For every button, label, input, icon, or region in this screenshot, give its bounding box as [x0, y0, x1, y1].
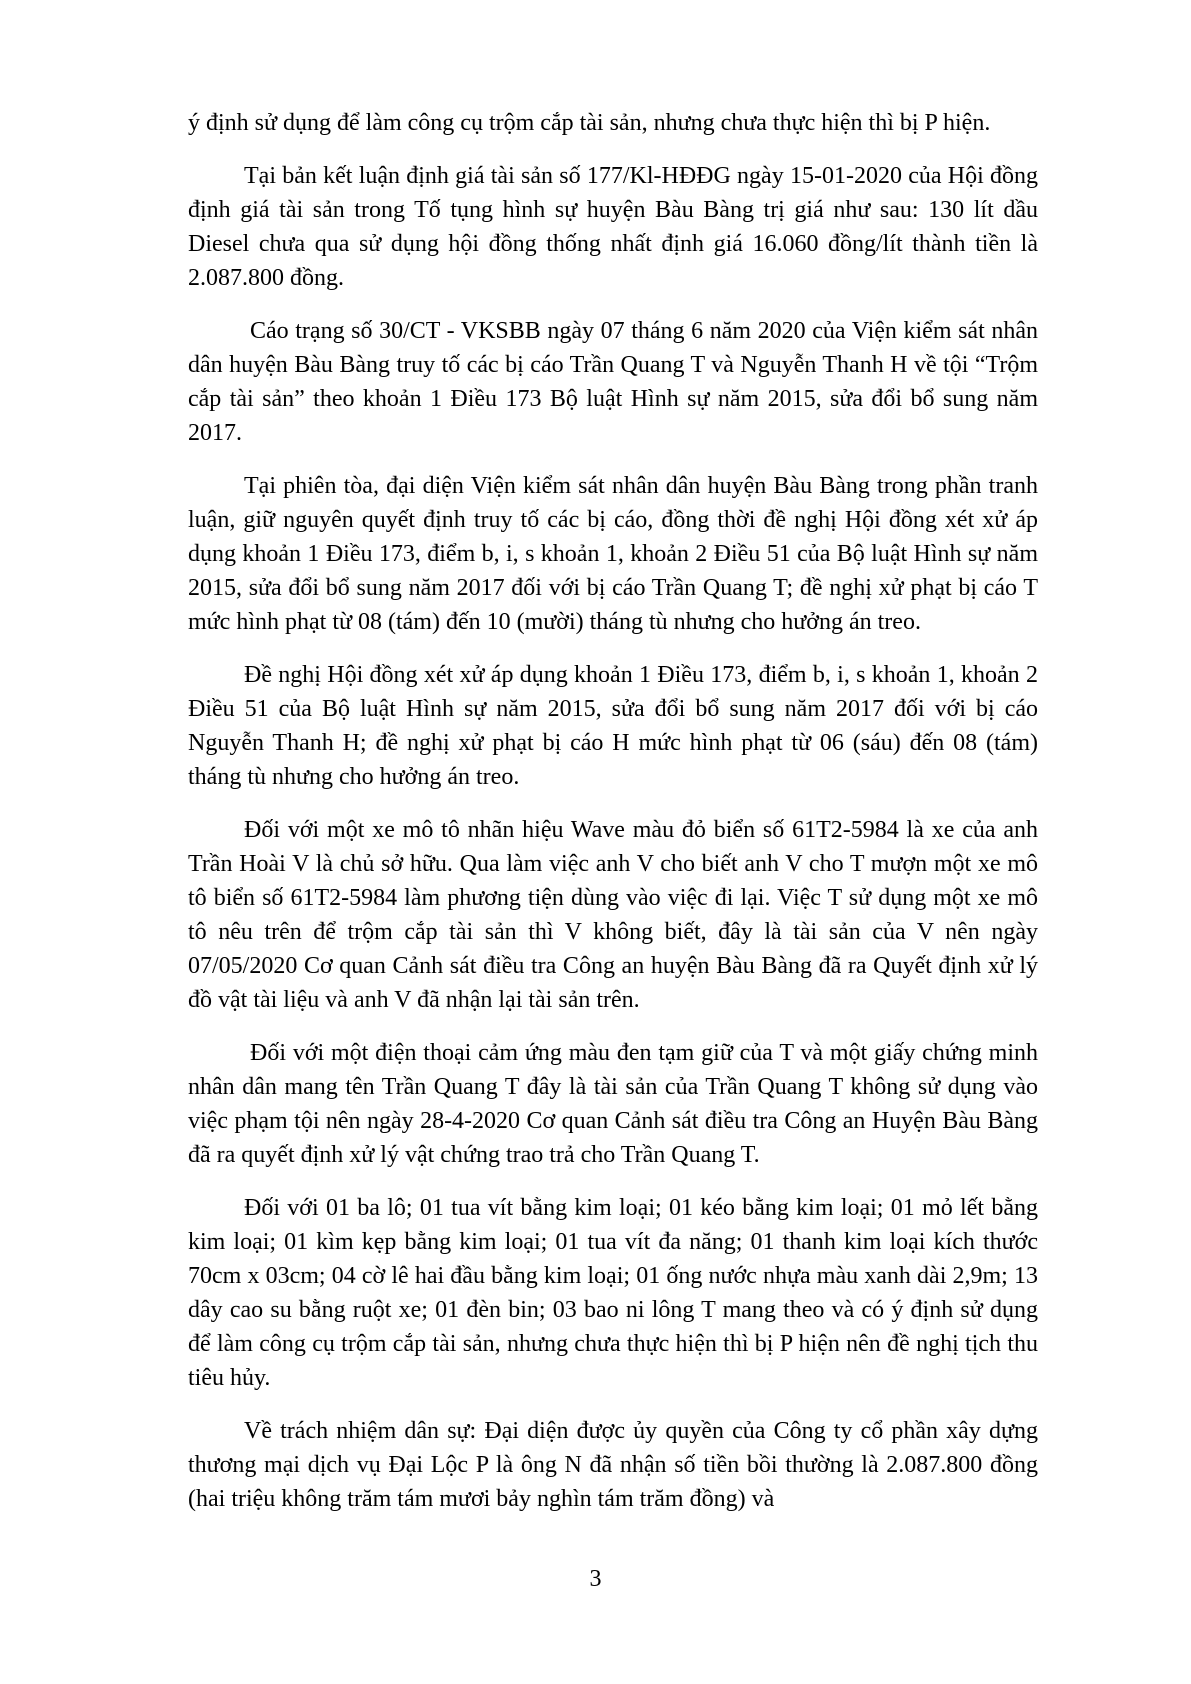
- paragraph-prosecutor-proposal-h: Đề nghị Hội đồng xét xử áp dụng khoản 1 Điều 173, điểm b, i, s khoản 1, khoản 2 Điều 51 của Bộ luật Hình sự năm 2015, sửa đổi bổ sung năm 2017 đối với bị cáo Nguyễn Thanh H; đề nghị xử phạt bị cáo H mức hình phạt từ 06 (sáu) đến 08 (tám) tháng tù nhưng cho hưởng án treo.: [188, 662, 1038, 790]
- paragraph-valuation-conclusion: Tại bản kết luận định giá tài sản số 177/Kl-HĐĐG ngày 15-01-2020 của Hội đồng định giá tài sản trong Tố tụng hình sự huyện Bàu Bàng trị giá như sau: 130 lít dầu Diesel chưa qua sử dụng hội đồng thống nhất định giá 16.060 đồng/lít thành tiền là 2.087.800 đồng.: [188, 163, 1038, 291]
- paragraph-prosecutor-proposal-t: Tại phiên tòa, đại diện Viện kiểm sát nhân dân huyện Bàu Bàng trong phần tranh luận, giữ nguyên quyết định truy tố các bị cáo, đồng thời đề nghị Hội đồng xét xử áp dụng khoản 1 Điều 173, điểm b, i, s khoản 1, khoản 2 Điều 51 của Bộ luật Hình sự năm 2015, sửa đổi bổ sung năm 2017 đối với bị cáo Trần Quang T; đề nghị xử phạt bị cáo T mức hình phạt từ 08 (tám) đến 10 (mười) tháng tù nhưng cho hưởng án treo.: [188, 473, 1038, 635]
- paragraph-indictment: Cáo trạng số 30/CT - VKSBB ngày 07 tháng 6 năm 2020 của Viện kiểm sát nhân dân huyện Bàu Bàng truy tố các bị cáo Trần Quang T và Nguyễn Thanh H về tội “Trộm cắp tài sản” theo khoản 1 Điều 173 Bộ luật Hình sự năm 2015, sửa đổi bổ sung năm 2017.: [188, 318, 1038, 446]
- paragraph-tools-confiscation: Đối với 01 ba lô; 01 tua vít bằng kim loại; 01 kéo bằng kim loại; 01 mỏ lết bằng kim loại; 01 kìm kẹp bằng kim loại; 01 tua vít đa năng; 01 thanh kim loại kích thước 70cm x 03cm; 04 cờ lê hai đầu bằng kim loại; 01 ống nước nhựa màu xanh dài 2,9m; 13 dây cao su bằng ruột xe; 01 đèn bin; 03 bao ni lông T mang theo và có ý định sử dụng để làm công cụ trộm cắp tài sản, nhưng chưa thực hiện thì bị P hiện nên đề nghị tịch thu tiêu hủy.: [188, 1195, 1038, 1391]
- document-body: [188, 106, 1038, 1535]
- paragraph-continuation: ý định sử dụng để làm công cụ trộm cắp tài sản, nhưng chưa thực hiện thì bị P hiện.: [188, 110, 991, 136]
- paragraph-civil-liability: Về trách nhiệm dân sự: Đại diện được ủy quyền của Công ty cổ phần xây dựng thương mại dịch vụ Đại Lộc P là ông N đã nhận số tiền bồi thường là 2.087.800 đồng (hai triệu không trăm tám mươi bảy nghìn tám trăm đồng) và: [188, 1418, 1038, 1512]
- paragraph-phone-id-card: Đối với một điện thoại cảm ứng màu đen tạm giữ của T và một giấy chứng minh nhân dân mang tên Trần Quang T đây là tài sản của Trần Quang T không sử dụng vào việc phạm tội nên ngày 28-4-2020 Cơ quan Cảnh sát điều tra Công an Huyện Bàu Bàng đã ra quyết định xử lý vật chứng trao trả cho Trần Quang T.: [188, 1040, 1038, 1168]
- page-number: 3: [589, 1566, 602, 1592]
- paragraph-motorbike: Đối với một xe mô tô nhãn hiệu Wave màu đỏ biển số 61T2-5984 là xe của anh Trần Hoài V là chủ sở hữu. Qua làm việc anh V cho biết anh V cho T mượn một xe mô tô biển số 61T2-5984 làm phương tiện dùng vào việc đi lại. Việc T sử dụng một xe mô tô nêu trên để trộm cắp tài sản thì V không biết, đây là tài sản của V nên ngày 07/05/2020 Cơ quan Cảnh sát điều tra Công an huyện Bàu Bàng đã ra Quyết định xử lý đồ vật tài liệu và anh V đã nhận lại tài sản trên.: [188, 817, 1038, 1013]
